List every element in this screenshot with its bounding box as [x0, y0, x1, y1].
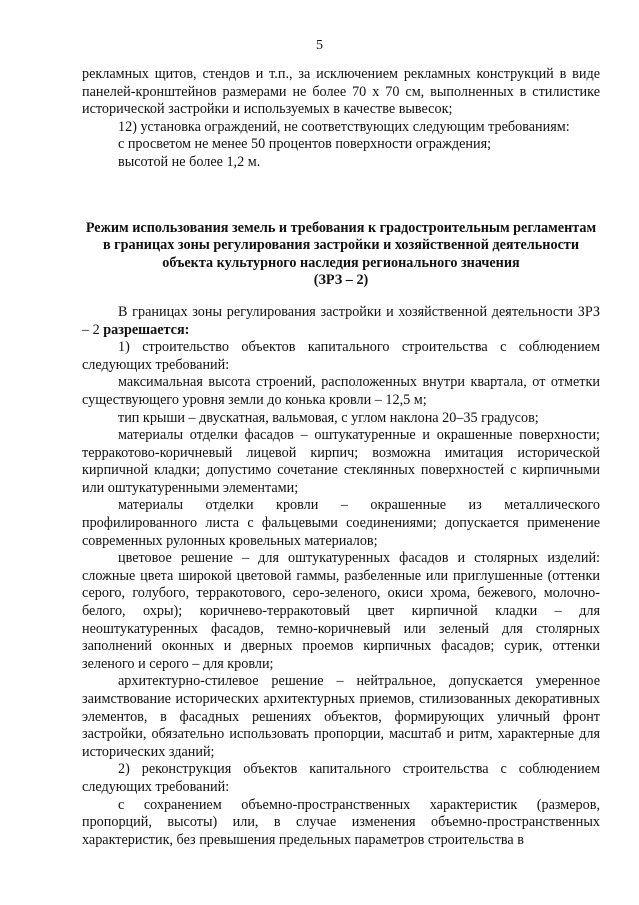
document-body	[82, 66, 600, 849]
paragraph-volume-preservation: с сохранением объемно-пространственных характеристик (размеров, пропорций, высоты) или, в случае изменения объемно-пространственных характеристик, без превышения предельных параметров строительства в	[82, 796, 600, 848]
paragraph-item-12: 12) установка ограждений, не соответствующих следующим требованиям:	[118, 118, 570, 135]
paragraph-fence-height: высотой не более 1,2 м.	[118, 153, 261, 170]
section-heading-title: Режим использования земель и требования к градостроительным регламентам в границах зоны регулирования застройки и хозяйственной деятельности объекта культурного наследия регионального значения	[85, 219, 597, 271]
paragraph-item-2: 2) реконструкция объектов капитального строительства с соблюдением следующих требований:	[82, 761, 600, 795]
intro-bold-permitted: разрешается:	[103, 321, 190, 338]
section-heading	[82, 220, 600, 290]
paragraph-advertising: рекламных щитов, стендов и т.п., за исключением рекламных конструкций в виде панелей-кронштейнов размерами не более 70 х 70 см, выполненных в стилистике исторической застройки и используемых в качестве вывесок;	[82, 66, 600, 118]
paragraph-fence-clearance: с просветом не менее 50 процентов поверхности ограждения;	[118, 136, 492, 153]
paragraph-roof-type: тип крыши – двускатная, вальмовая, с углом наклона 20–35 градусов;	[118, 409, 539, 426]
paragraph-item-1: 1) строительство объектов капитального строительства с соблюдением следующих требований:	[82, 339, 600, 373]
page-number: 5	[316, 38, 323, 53]
paragraph-max-height: максимальная высота строений, расположенных внутри квартала, от отметки существующего уровня земли до конька кровли – 12,5 м;	[82, 374, 600, 408]
intro-text: В границах зоны регулирования застройки и хозяйственной деятельности ЗРЗ – 2	[82, 303, 600, 338]
section-heading-zone-code: (ЗРЗ – 2)	[313, 272, 369, 289]
paragraph-color-solution: цветовое решение – для оштукатуренных фасадов и столярных изделий: сложные цвета широкой цветовой гаммы, разбеленные или приглушенные (оттенки серого, голубого, терракотового, серо-зеленого, окиси хрома, бежевого, молочно-белого, охры); коричнево-терракотовый цвет кирпичной кладки – для неоштукатуренных фасадов, темно-коричневый или зеленый для столярных заполнений оконных и дверных проемов кирпичных фасадов; сурик, оттенки зеленого и серого – для кровли;	[82, 550, 600, 672]
paragraph-architectural-style: архитектурно-стилевое решение – нейтральное, допускается умеренное заимствование исторических архитектурных приемов, стилизованных декоративных элементов, в фасадных решениях объектов, формирующих уличный фронт застройки, обязательно использовать пропорции, масштаб и ритм, характерные для исторических зданий;	[82, 673, 600, 760]
paragraph-roof-materials: материалы отделки кровли – окрашенные из металлического профилированного листа с фальцевыми соединениями; допускается применение современных рулонных кровельных материалов;	[82, 497, 600, 549]
paragraph-intro	[82, 304, 600, 339]
paragraph-facade-materials: материалы отделки фасадов – оштукатуренные и окрашенные поверхности; терракотово-коричневый лицевой кирпич; возможна имитация исторической кирпичной кладки; допустимо сочетание стеклянных поверхностей с кирпичными или оштукатуренными элементами;	[82, 427, 600, 496]
